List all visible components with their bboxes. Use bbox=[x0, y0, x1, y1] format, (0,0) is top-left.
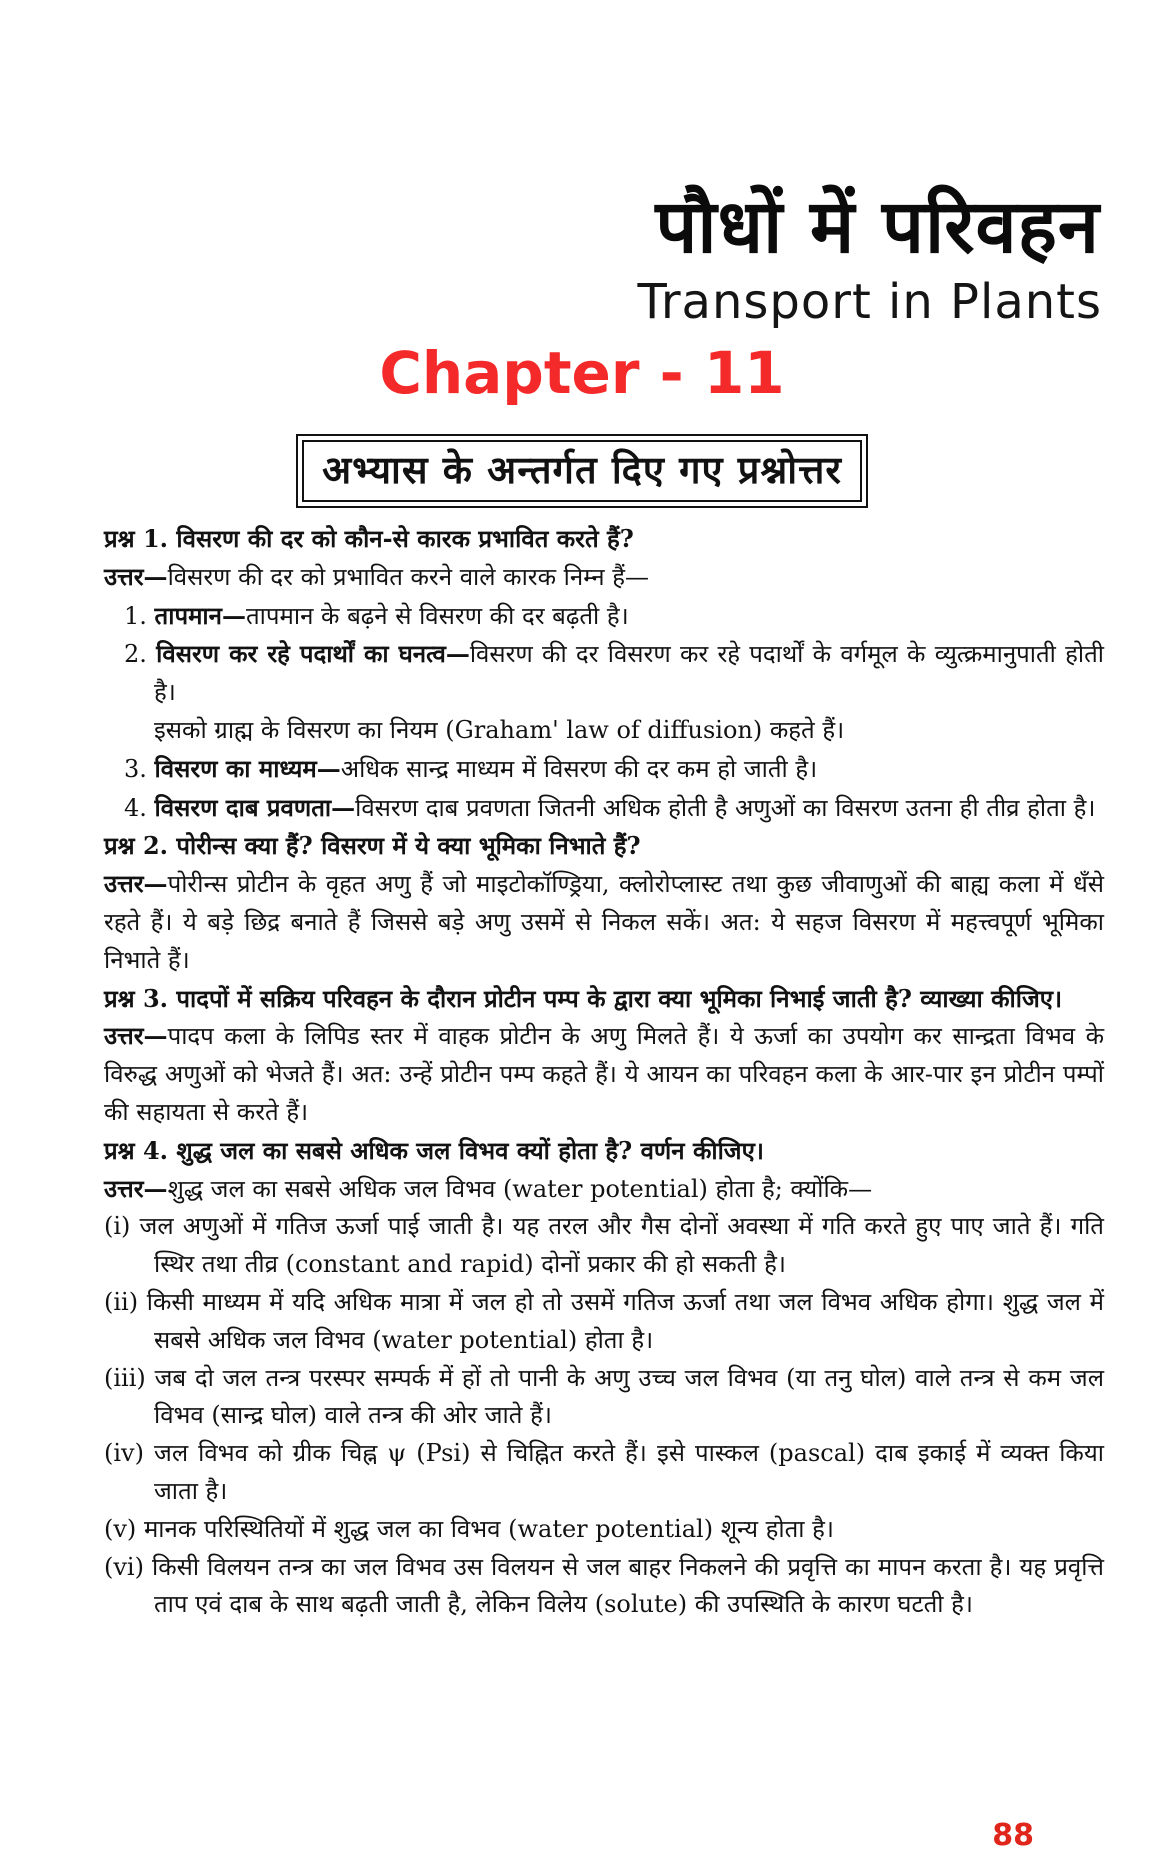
answer-label: उत्तर— bbox=[104, 1021, 168, 1051]
qa-content bbox=[104, 520, 1104, 1624]
page-number: 88 bbox=[992, 1818, 1034, 1853]
answer-label: उत्तर— bbox=[104, 1173, 168, 1203]
answer-text: शुद्ध जल का सबसे अधिक जल विभव (water potential) होता है; क्योंकि— bbox=[167, 1174, 873, 1203]
list-item: 3. विसरण का माध्यम—अधिक सान्द्र माध्यम में विसरण की दर कम हो जाती है। bbox=[124, 753, 818, 783]
exercise-heading-box bbox=[0, 434, 1164, 508]
answer-text: पादप कला के लिपिड स्तर में वाहक प्रोटीन के अणु मिलते हैं। ये ऊर्जा का उपयोग कर सान्द्रता विभव के विरुद्ध अणुओं को भेजते हैं। अत: उन्हें प्रोटीन पम्प कहते हैं। ये आयन का परिवहन कला के आर-पार इन प्रोटीन पम्पों की सहायता से करते हैं। bbox=[104, 1022, 1104, 1126]
question-label: प्रश्न 1. bbox=[104, 524, 169, 553]
chapter-title-english: Transport in Plants bbox=[637, 274, 1102, 330]
answer-text: विसरण की दर को प्रभावित करने वाले कारक निम्न हैं— bbox=[167, 562, 649, 591]
answer-1-intro bbox=[104, 558, 1104, 597]
graham-law-note: इसको ग्राह्म के विसरण का नियम (Graham' law of diffusion) कहते हैं। bbox=[154, 715, 845, 744]
answer-label: उत्तर— bbox=[104, 869, 168, 899]
list-item: (v) मानक परिस्थितियों में शुद्ध जल का विभव (water potential) शून्य होता है। bbox=[104, 1514, 834, 1543]
list-item: (vi) किसी विलयन तन्त्र का जल विभव उस विलयन से जल बाहर निकलने की प्रवृत्ति का मापन करता है। यह प्रवृत्ति ताप एवं दाब के साथ बढ़ती जाती है, लेकिन विलेय (solute) की उपस्थिति के कारण घटती है। bbox=[104, 1552, 1104, 1619]
question-text: पादपों में सक्रिय परिवहन के दौरान प्रोटीन पम्प के द्वारा क्या भूमिका निभाई जाती है? व्याख्या कीजिए। bbox=[176, 983, 1063, 1013]
list-item: (iii) जब दो जल तन्त्र परस्पर सम्पर्क में हों तो पानी के अणु उच्च जल विभव (या तनु घोल) वाले तन्त्र से कम जल विभव (सान्द्र घोल) वाले तन्त्र की ओर जाते हैं। bbox=[104, 1363, 1104, 1430]
question-2 bbox=[104, 827, 1104, 865]
answer-text: पोरीन्स प्रोटीन के वृहत अणु हैं जो माइटोकॉण्ड्रिया, क्लोरोप्लास्ट तथा कुछ जीवाणुओं की बाह्य कला में धँसे रहते हैं। ये बड़े छिद्र बनाते हैं जिससे बड़े अणु उसमें से निकल सकें। अत: ये सहज विसरण में महत्त्वपूर्ण भूमिका निभाते हैं। bbox=[104, 870, 1104, 974]
answer-3 bbox=[104, 1017, 1104, 1131]
question-text: पोरीन्स क्या हैं? विसरण में ये क्या भूमिका निभाते हैं? bbox=[176, 831, 641, 861]
question-4 bbox=[104, 1132, 1104, 1170]
question-3 bbox=[104, 980, 1104, 1018]
question-1 bbox=[104, 520, 1104, 558]
exercise-heading: अभ्यास के अन्तर्गत दिए गए प्रश्नोत्तर bbox=[302, 440, 862, 502]
chapter-title-hindi: पौधों में परिवहन bbox=[655, 184, 1100, 270]
list-item: 2. विसरण कर रहे पदार्थों का घनत्व—विसरण की दर विसरण कर रहे पदार्थों के वर्गमूल के व्युत्क्रमानुपाती होती है। bbox=[124, 639, 1104, 707]
list-item: 4. विसरण दाब प्रवणता—विसरण दाब प्रवणता जितनी अधिक होती है अणुओं का विसरण उतना ही तीव्र होता है। bbox=[124, 792, 1096, 822]
question-label: प्रश्न 3. bbox=[104, 983, 169, 1013]
answer-2 bbox=[104, 865, 1104, 979]
question-text: शुद्ध जल का सबसे अधिक जल विभव क्यों होता है? वर्णन कीजिए। bbox=[176, 1135, 764, 1165]
answer-label: उत्तर— bbox=[104, 561, 168, 591]
chapter-number: Chapter - 11 bbox=[379, 339, 785, 407]
answer-4-intro bbox=[104, 1170, 1104, 1209]
question-label: प्रश्न 2. bbox=[104, 831, 169, 861]
list-item: (ii) किसी माध्यम में यदि अधिक मात्रा में जल हो तो उसमें गतिज ऊर्जा तथा जल विभव अधिक होगा। शुद्ध जल में सबसे अधिक जल विभव (water potential) होता है। bbox=[104, 1287, 1104, 1354]
list-item: (iv) जल विभव को ग्रीक चिह्न ψ (Psi) से चिह्नित करते हैं। इसे पास्कल (pascal) दाब इकाई में व्यक्त किया जाता है। bbox=[104, 1439, 1104, 1505]
list-item: (i) जल अणुओं में गतिज ऊर्जा पाई जाती है। यह तरल और गैस दोनों अवस्था में गति करते हुए पाए जाते हैं। गति स्थिर तथा तीव्र (constant and rapid) दोनों प्रकार की हो सकती है। bbox=[104, 1212, 1104, 1279]
question-text: विसरण की दर को कौन-से कारक प्रभावित करते हैं? bbox=[176, 524, 634, 553]
question-label: प्रश्न 4. bbox=[104, 1135, 169, 1165]
list-item: 1. तापमान—तापमान के बढ़ने से विसरण की दर बढ़ती है। bbox=[124, 600, 629, 630]
